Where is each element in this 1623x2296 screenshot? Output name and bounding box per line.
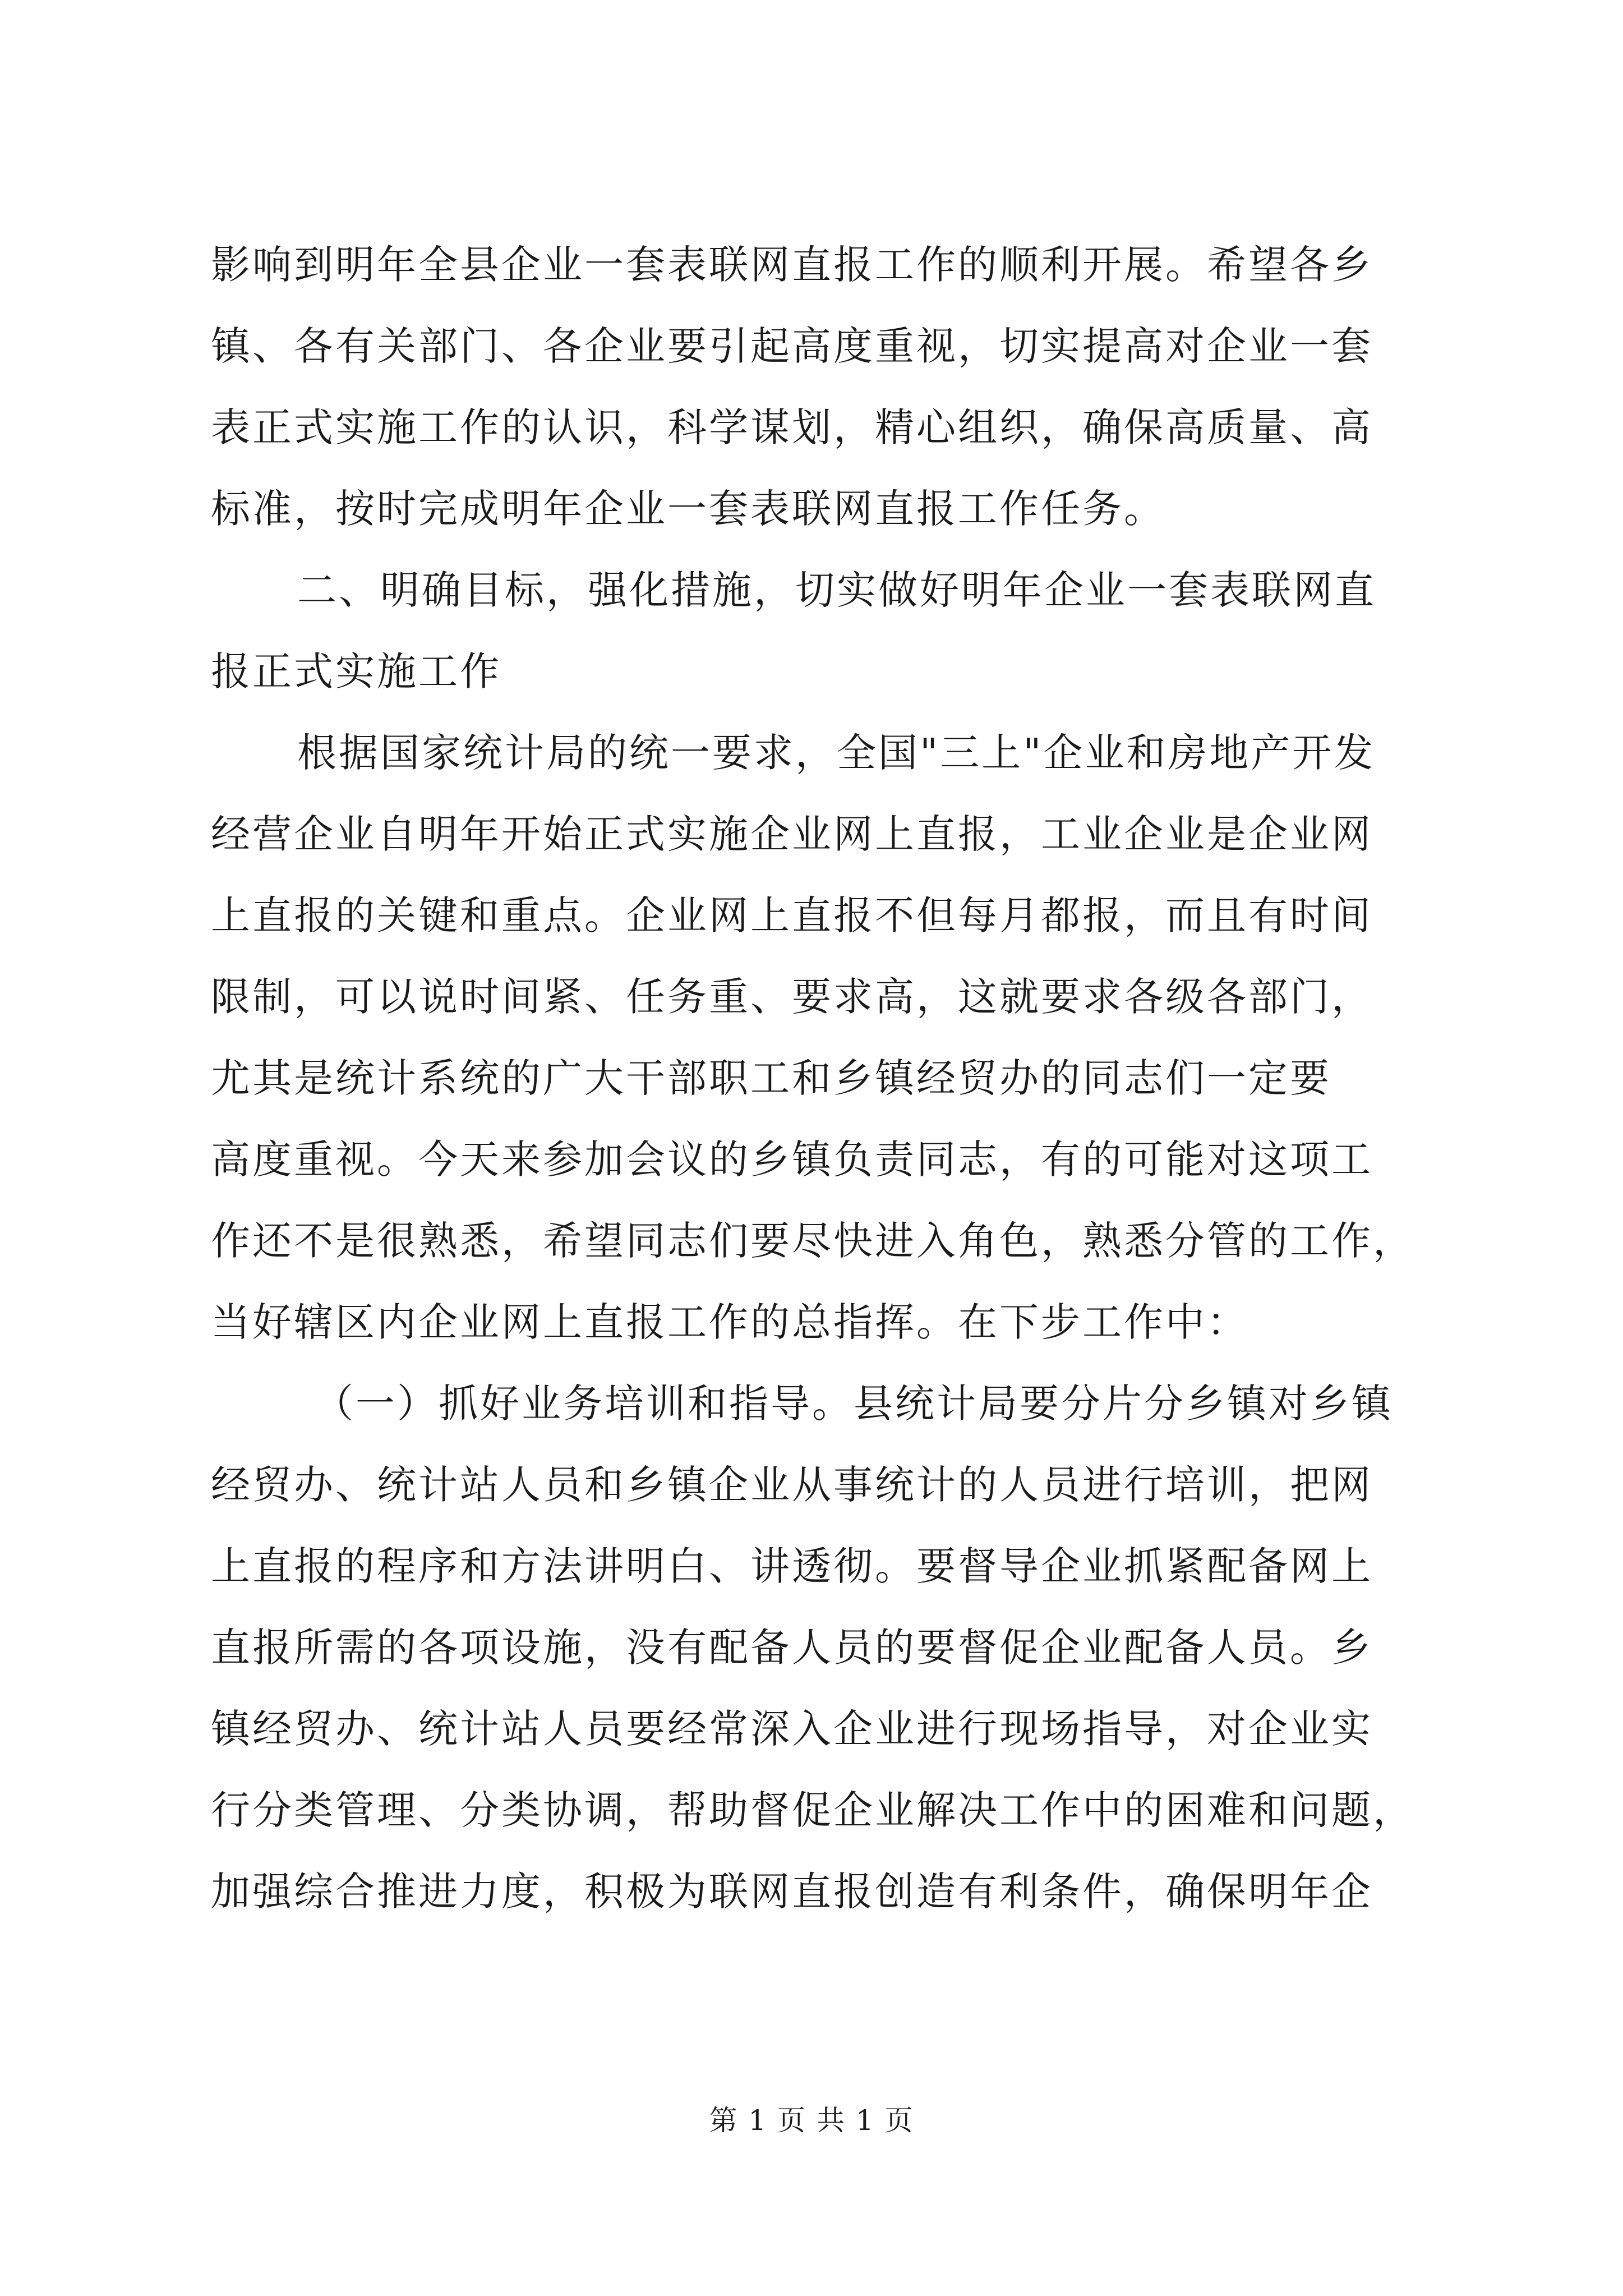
- body-text-line: 上直报的关键和重点。企业网上直报不但每月都报，而且有时间: [211, 892, 1373, 938]
- body-text-line: 根据国家统计局的统一要求，全国"三上"企业和房地产开发: [297, 730, 1376, 776]
- body-text-line: 经营企业自明年开始正式实施企业网上直报，工业企业是企业网: [211, 811, 1373, 857]
- body-text-line: 作还不是很熟悉，希望同志们要尽快进入角色，熟悉分管的工作，: [211, 1218, 1414, 1264]
- body-text-line: 表正式实施工作的认识，科学谋划，精心组织，确保高质量、高: [211, 404, 1373, 450]
- body-text-line: 经贸办、统计站人员和乡镇企业从事统计的人员进行培训，把网: [211, 1462, 1373, 1508]
- body-text-line: 行分类管理、分类协调，帮助督促企业解决工作中的困难和问题，: [211, 1787, 1414, 1833]
- body-text-line: 影响到明年全县企业一套表联网直报工作的顺利开展。希望各乡: [211, 242, 1373, 288]
- body-text-line: 镇、各有关部门、各企业要引起高度重视，切实提高对企业一套: [211, 323, 1373, 369]
- body-text-line: 尤其是统计系统的广大干部职工和乡镇经贸办的同志们一定要: [211, 1055, 1331, 1101]
- body-text-line: 当好辖区内企业网上直报工作的总指挥。在下步工作中：: [211, 1299, 1248, 1345]
- body-text-line: 镇经贸办、统计站人员要经常深入企业进行现场指导，对企业实: [211, 1706, 1373, 1752]
- body-text-line: （一）抓好业务培训和指导。县统计局要分片分乡镇对乡镇: [314, 1381, 1393, 1427]
- body-text-line: 上直报的程序和方法讲明白、讲透彻。要督导企业抓紧配备网上: [211, 1543, 1373, 1589]
- section-heading-line: 二、明确目标，强化措施，切实做好明年企业一套表联网直: [297, 567, 1376, 613]
- body-text-line: 标准，按时完成明年企业一套表联网直报工作任务。: [211, 486, 1165, 532]
- body-text-line: 限制，可以说时间紧、任务重、要求高，这就要求各级各部门，: [211, 974, 1373, 1020]
- section-heading-line: 报正式实施工作: [211, 648, 501, 694]
- body-text-line: 直报所需的各项设施，没有配备人员的要督促企业配备人员。乡: [211, 1625, 1373, 1671]
- page-footer: 第 1 页 共 1 页: [709, 2104, 914, 2137]
- body-text-line: 加强综合推进力度，积极为联网直报创造有利条件，确保明年企: [211, 1869, 1373, 1915]
- body-text-line: 高度重视。今天来参加会议的乡镇负责同志，有的可能对这项工: [211, 1137, 1373, 1182]
